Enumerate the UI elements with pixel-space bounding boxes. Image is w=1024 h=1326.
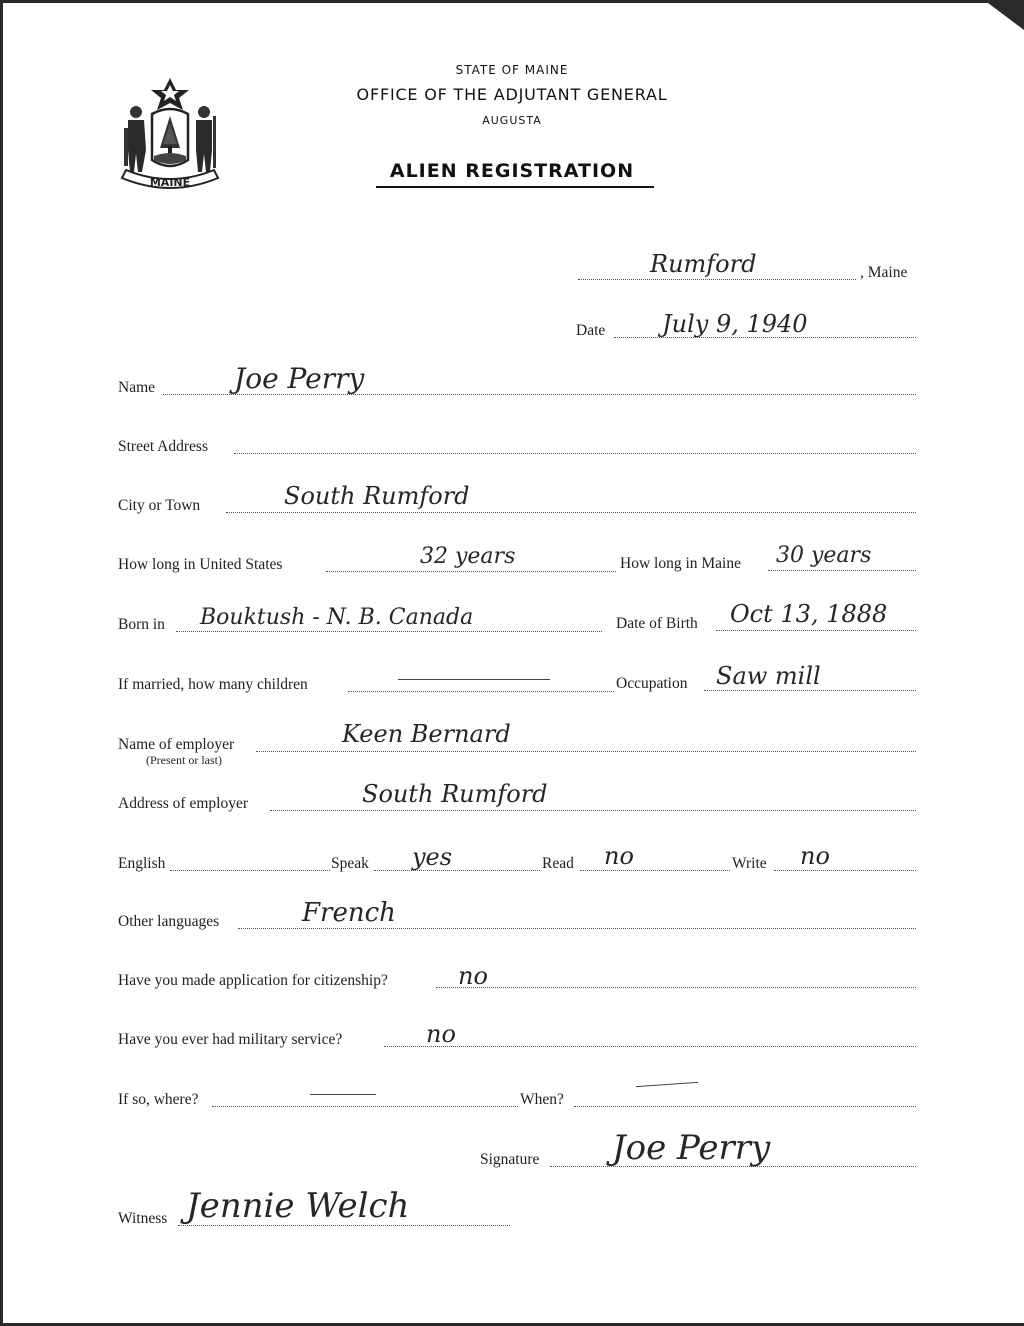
when-label: When?: [520, 1091, 564, 1108]
children-dash-mark: [398, 679, 550, 680]
signature-label: Signature: [480, 1151, 540, 1168]
employer-name-label: Name of employer: [118, 736, 235, 753]
signature-value: Joe Perry: [612, 1128, 771, 1168]
city-town-dots: [226, 512, 916, 513]
city-town-label: City or Town: [118, 497, 201, 514]
citizenship-value: no: [458, 962, 488, 990]
speak-dots: [374, 870, 540, 871]
speak-label: Speak: [331, 855, 369, 872]
maine-label: , Maine: [860, 264, 908, 281]
occupation-label: Occupation: [616, 675, 688, 692]
other-languages-label: Other languages: [118, 913, 220, 930]
english-dots: [170, 870, 330, 871]
svg-text:MAINE: MAINE: [149, 176, 191, 189]
other-languages-dots: [238, 928, 916, 929]
read-dots: [580, 870, 730, 871]
born-in-value: Bouktush - N. B. Canada: [200, 605, 474, 630]
state-heading: STATE OF MAINE: [455, 63, 569, 77]
date-of-birth-value: Oct 13, 1888: [730, 600, 888, 628]
children-label: If married, how many children: [118, 676, 308, 693]
born-in-label: Born in: [118, 616, 165, 633]
when-dots: [574, 1106, 916, 1107]
scan-corner: [984, 0, 1024, 30]
employer-name-dots: [256, 751, 916, 752]
town-value: Rumford: [650, 250, 757, 278]
witness-value: Jennie Welch: [186, 1186, 410, 1226]
born-in-dots: [176, 631, 602, 632]
how-long-us-label: How long in United States: [118, 556, 283, 573]
date-label: Date: [576, 322, 606, 339]
occupation-dots: [704, 690, 916, 691]
city-town-value: South Rumford: [284, 482, 470, 510]
read-label: Read: [542, 855, 574, 872]
employer-address-dots: [270, 810, 916, 811]
scan-border-top: [0, 0, 1024, 3]
name-label: Name: [118, 379, 156, 396]
occupation-value: Saw mill: [716, 662, 821, 690]
scan-border-left: [0, 0, 3, 1326]
date-of-birth-dots: [716, 630, 916, 631]
date-of-birth-label: Date of Birth: [616, 615, 698, 632]
speak-value: yes: [412, 843, 453, 871]
read-value: no: [604, 842, 634, 870]
where-label: If so, where?: [118, 1091, 199, 1108]
other-languages-value: French: [302, 898, 396, 928]
employer-address-label: Address of employer: [118, 795, 248, 812]
employer-name-value: Keen Bernard: [342, 720, 511, 748]
employer-address-value: South Rumford: [362, 780, 548, 808]
date-value: July 9, 1940: [662, 310, 808, 338]
employer-note: (Present or last): [146, 753, 222, 767]
english-label: English: [118, 855, 166, 872]
how-long-us-dots: [326, 571, 616, 572]
town-dots: [578, 279, 856, 280]
where-dash-mark: [310, 1094, 376, 1095]
name-value: Joe Perry: [234, 362, 365, 395]
how-long-maine-dots: [768, 570, 916, 571]
citizenship-dots: [436, 987, 916, 988]
how-long-us-value: 32 years: [420, 544, 516, 569]
how-long-maine-label: How long in Maine: [620, 555, 741, 572]
military-label: Have you ever had military service?: [118, 1031, 343, 1048]
write-value: no: [800, 842, 830, 870]
witness-label: Witness: [118, 1210, 168, 1227]
citizenship-label: Have you made application for citizenship?: [118, 972, 388, 989]
when-dash-mark: [636, 1082, 698, 1087]
military-dots: [384, 1046, 916, 1047]
where-dots: [212, 1106, 518, 1107]
write-label: Write: [732, 855, 767, 872]
children-dots: [348, 691, 614, 692]
office-heading: OFFICE OF THE ADJUTANT GENERAL: [356, 85, 668, 104]
title-underline: [376, 186, 654, 188]
street-address-dots: [234, 453, 916, 454]
military-value: no: [426, 1020, 456, 1048]
write-dots: [774, 870, 916, 871]
how-long-maine-value: 30 years: [776, 543, 872, 568]
city-heading: AUGUSTA: [482, 114, 542, 127]
form-title: ALIEN REGISTRATION: [389, 160, 635, 182]
street-address-label: Street Address: [118, 438, 208, 455]
